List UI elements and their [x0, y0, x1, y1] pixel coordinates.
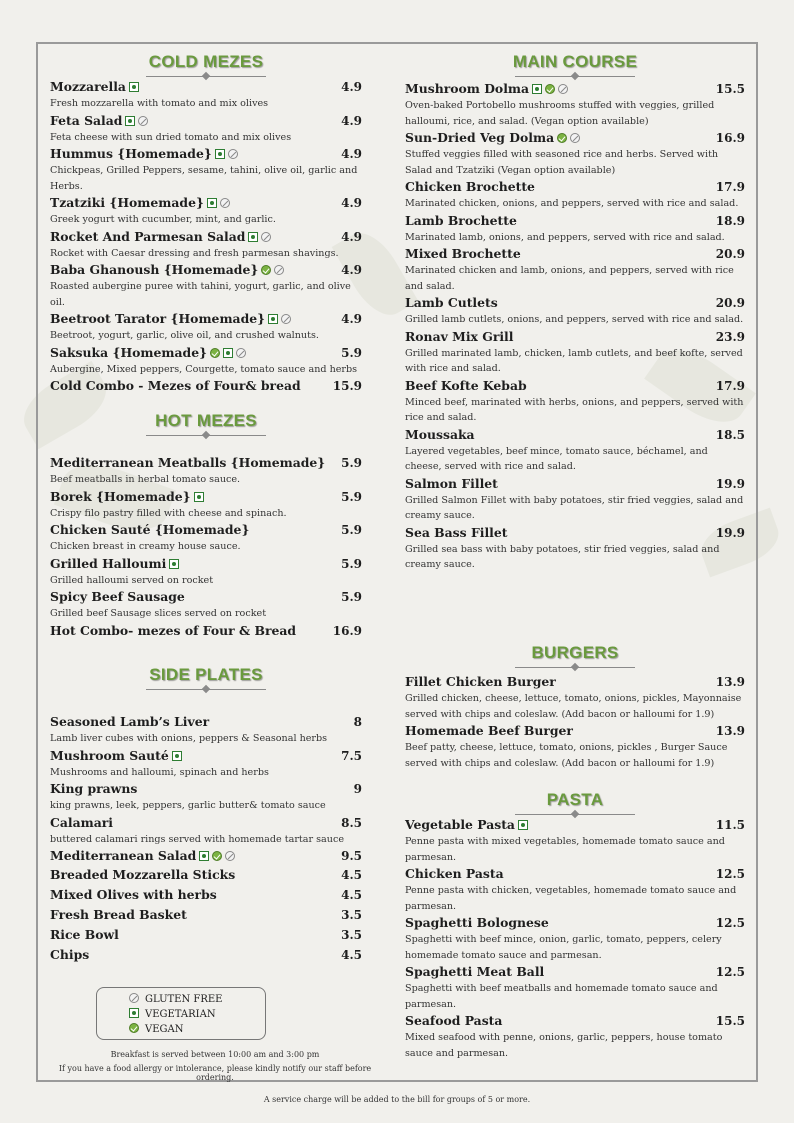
gluten-free-icon	[220, 198, 230, 208]
menu-item	[50, 780, 362, 814]
item-description: king prawns, leek, peppers, garlic butter& tomato sauce	[50, 800, 326, 811]
item-price: 15.5	[715, 82, 745, 96]
item-description: Crispy filo pastry filled with cheese and spinach.	[50, 507, 287, 519]
menu-item	[50, 847, 362, 865]
item-name: Feta Salad	[50, 112, 123, 128]
item-description: Beef patty, cheese, lettuce, tomato, onions, pickles , Burger Sauce served with chips and coleslaw. (Add bacon or halloumi for 1.9)	[405, 742, 728, 769]
item-description: Aubergine, Mixed peppers, Courgette, tomato sauce and herbs	[50, 363, 358, 375]
menu-item	[405, 914, 745, 963]
gluten-free-icon	[274, 265, 284, 275]
item-name-row	[405, 178, 745, 196]
menu-item	[50, 926, 362, 944]
menu-item	[405, 129, 745, 178]
item-name: Mushroom Sauté	[50, 747, 169, 763]
item-name: Beef Kofte Kebab	[405, 377, 527, 393]
item-name: Lamb Cutlets	[405, 295, 498, 310]
vegan-icon	[557, 133, 567, 143]
item-price: 4.9	[341, 80, 362, 94]
cold-mezes-header	[50, 52, 362, 81]
item-name: Sun-Dried Veg Dolma	[405, 130, 555, 145]
item-description: Fresh mozzarella with tomato and mix olives	[50, 98, 269, 109]
item-name: Rocket And Parmesan Salad	[50, 228, 246, 244]
burgers-list	[405, 673, 745, 771]
item-name-row	[405, 426, 745, 444]
item-description: Rocket with Caesar dressing and fresh parmesan shavings.	[50, 247, 339, 259]
item-price: 17.9	[715, 180, 745, 194]
item-name-row	[50, 344, 362, 362]
item-price: 15.9	[332, 379, 362, 393]
legend-label: VEGETARIAN	[145, 1009, 216, 1020]
item-name-row	[405, 294, 745, 312]
item-name: Cold Combo - Mezes of Four& bread	[50, 378, 301, 393]
item-name: Ronav Mix Grill	[405, 328, 514, 344]
item-name: Tzatziki {Homemade}	[50, 195, 204, 210]
section-title: SIDE PLATES	[149, 665, 263, 684]
item-name-row	[50, 780, 362, 798]
gluten-free-icon	[236, 348, 246, 358]
item-description: Beetroot, yogurt, garlic, olive oil, and crushed walnuts.	[50, 330, 319, 341]
gluten-free-icon	[570, 133, 580, 143]
item-name: Hot Combo- mezes of Four & Bread	[50, 622, 297, 638]
menu-item	[405, 377, 745, 426]
item-price: 12.5	[715, 867, 745, 881]
menu-item	[405, 1012, 745, 1061]
item-name: Beetroot Tarator {Homemade}	[50, 311, 266, 326]
item-description: Minced beef, marinated with herbs, onions, and peppers, served with rice and salad.	[405, 396, 744, 423]
item-name: Breaded Mozzarella Sticks	[50, 867, 236, 882]
side-plates-list	[50, 713, 362, 964]
item-name: Borek {Homemade}	[50, 488, 191, 504]
item-name: Moussaka	[405, 426, 475, 442]
item-description: Penne pasta with chicken, vegetables, homemade tomato sauce and parmesan.	[405, 885, 737, 912]
item-description: Roasted aubergine puree with tahini, yogurt, garlic, and olive oil.	[50, 281, 351, 308]
vegan-icon	[545, 84, 555, 94]
menu-item	[405, 963, 745, 1012]
menu-item	[50, 555, 362, 589]
item-price: 16.9	[332, 623, 362, 638]
item-name-row	[405, 80, 745, 98]
item-price: 5.9	[341, 456, 362, 470]
legend-gluten-free	[129, 992, 265, 1007]
item-price: 4.5	[341, 868, 362, 882]
item-description: Grilled Salmon Fillet with baby potatoes, stir fried veggies, salad and creamy sauce.	[405, 494, 744, 521]
vegetarian-icon	[207, 198, 217, 208]
item-name-row	[405, 673, 745, 691]
item-description: Oven-baked Portobello mushrooms stuffed with veggies, grilled halloumi, rice, and salad. (Vegan option available)	[405, 100, 715, 127]
item-name-row	[405, 212, 745, 230]
item-description: Feta cheese with sun dried tomato and mix olives	[50, 131, 292, 143]
item-price: 20.9	[715, 247, 745, 261]
item-description: buttered calamari rings served with homemade tartar sauce	[50, 833, 345, 845]
item-name: Fillet Chicken Burger	[405, 674, 556, 689]
vegan-icon	[129, 1023, 139, 1033]
item-price: 5.9	[341, 345, 362, 360]
item-name-row	[50, 713, 362, 731]
item-price: 7.5	[341, 748, 362, 763]
item-name: Mediterranean Salad	[50, 848, 197, 863]
item-description: Mushrooms and halloumi, spinach and herbs	[50, 766, 269, 778]
item-description: Grilled marinated lamb, chicken, lamb cutlets, and beef kofte, served with rice and salad.	[405, 347, 743, 374]
service-charge-note: A service charge will be added to the bill for groups of 5 or more.	[263, 1095, 531, 1104]
item-name-row	[50, 194, 362, 212]
item-name-row	[50, 261, 362, 279]
item-price: 18.9	[715, 213, 745, 228]
item-name: Mixed Brochette	[405, 246, 521, 261]
section-title: MAIN COURSE	[512, 52, 638, 71]
menu-item	[50, 866, 362, 884]
item-description: Grilled sea bass with baby potatoes, stir fried veggies, salad and creamy sauce.	[405, 543, 720, 570]
gluten-free-icon	[225, 851, 235, 861]
item-name: Hummus {Homemade}	[50, 146, 212, 161]
item-name-row	[50, 145, 362, 163]
menu-item	[405, 245, 745, 294]
section-title: PASTA	[546, 790, 604, 809]
item-name: Vegetable Pasta	[405, 817, 515, 832]
item-price: 12.5	[715, 965, 745, 979]
item-name-row	[50, 112, 362, 130]
item-name: Seafood Pasta	[405, 1013, 503, 1028]
menu-item	[405, 178, 745, 212]
item-price: 4.9	[341, 196, 362, 210]
item-description: Chickpeas, Grilled Peppers, sesame, tahini, olive oil, garlic and Herbs.	[50, 165, 358, 192]
item-name-row	[50, 847, 362, 865]
vegetarian-icon	[125, 116, 135, 126]
item-description: Mixed seafood with penne, onions, garlic, peppers, house tomato sauce and parmesan.	[405, 1032, 723, 1059]
item-name-row	[405, 129, 745, 147]
item-name-row	[405, 816, 745, 834]
item-price: 4.9	[341, 263, 362, 277]
breakfast-note: Breakfast is served between 10:00 am and 3:00 pm	[110, 1050, 320, 1059]
menu-item	[405, 816, 745, 865]
vegetarian-icon	[248, 232, 258, 242]
item-name-row	[50, 926, 362, 944]
allergy-note: If you have a food allergy or intolerance, please kindly notify our staff before ordering.	[58, 1064, 372, 1082]
item-price: 5.9	[341, 590, 362, 604]
menu-item	[50, 886, 362, 904]
item-name: Seasoned Lamb’s Liver	[50, 714, 210, 729]
item-name: Calamari	[50, 814, 113, 830]
menu-item	[405, 212, 745, 246]
item-name: Spaghetti Meat Ball	[405, 964, 545, 979]
item-name: Chips	[50, 947, 90, 962]
item-price: 9.5	[341, 849, 362, 863]
main-course-header	[405, 52, 745, 81]
item-name: Mozzarella	[50, 79, 126, 94]
section-title: BURGERS	[531, 643, 619, 662]
item-name-row	[405, 475, 745, 493]
vegetarian-icon	[169, 559, 179, 569]
item-name-row	[405, 1012, 745, 1030]
item-price: 17.9	[715, 378, 745, 393]
item-name-row	[50, 228, 362, 246]
item-price: 5.9	[341, 489, 362, 504]
menu-item	[50, 946, 362, 964]
item-description: Lamb liver cubes with onions, peppers & Seasonal herbs	[50, 733, 328, 744]
section-divider	[515, 664, 635, 672]
side-plates-header	[50, 665, 362, 694]
menu-item	[50, 194, 362, 228]
item-price: 19.9	[715, 476, 745, 491]
menu-item	[50, 713, 362, 747]
vegetarian-icon	[194, 492, 204, 502]
item-name: King prawns	[50, 781, 138, 796]
item-name-row	[50, 555, 362, 573]
menu-item	[405, 865, 745, 914]
pasta-list	[405, 816, 745, 1061]
item-description: Spaghetti with beef meatballs and homemade tomato sauce and parmesan.	[405, 983, 718, 1010]
menu-item	[405, 673, 745, 722]
item-name: Chicken Pasta	[405, 866, 504, 881]
menu-item	[405, 80, 745, 129]
menu-item	[50, 454, 362, 488]
item-name: Mediterranean Meatballs {Homemade}	[50, 455, 326, 470]
item-description: Marinated chicken, onions, and peppers, served with rice and salad.	[405, 198, 739, 209]
menu-item	[50, 377, 362, 395]
item-price: 23.9	[715, 329, 745, 344]
menu-item	[50, 814, 362, 848]
item-price: 5.9	[341, 523, 362, 537]
item-name: Homemade Beef Burger	[405, 723, 573, 738]
item-name: Chicken Sauté {Homemade}	[50, 522, 250, 537]
item-price: 4.9	[341, 229, 362, 244]
gluten-free-icon	[558, 84, 568, 94]
vegetarian-icon	[223, 348, 233, 358]
item-name: Rice Bowl	[50, 927, 119, 942]
item-description: Stuffed veggies filled with seasoned rice and herbs. Served with Salad and Tzatziki (Vegan option available)	[405, 149, 719, 176]
item-price: 20.9	[715, 296, 745, 310]
hot-mezes-header	[50, 411, 362, 440]
item-price: 9	[353, 782, 362, 796]
item-price: 8.5	[341, 815, 362, 830]
item-description: Chicken breast in creamy house sauce.	[50, 541, 241, 552]
vegetarian-icon	[215, 149, 225, 159]
menu-item	[405, 426, 745, 475]
item-name: Mixed Olives with herbs	[50, 887, 217, 902]
item-name-row	[50, 946, 362, 964]
item-price: 19.9	[715, 525, 745, 540]
item-description: Grilled chicken, cheese, lettuce, tomato, onions, pickles, Mayonnaise served with chips and coleslaw. (Add bacon or halloumi for 1.9)	[405, 693, 742, 720]
item-description: Spaghetti with beef mince, onion, garlic, tomato, peppers, celery homemade tomato sauce and parmesan.	[405, 934, 722, 961]
menu-item	[405, 524, 745, 573]
menu-item	[50, 261, 362, 310]
item-name-row	[50, 747, 362, 765]
item-name: Spicy Beef Sausage	[50, 589, 185, 604]
menu-item	[50, 588, 362, 622]
item-description: Grilled halloumi served on rocket	[50, 574, 214, 586]
item-price: 4.9	[341, 113, 362, 128]
item-name-row	[405, 377, 745, 395]
item-name: Chicken Brochette	[405, 179, 535, 194]
vegetarian-icon	[129, 82, 139, 92]
item-name-row	[50, 814, 362, 832]
item-description: Marinated chicken and lamb, onions, and peppers, served with rice and salad.	[405, 265, 734, 292]
item-description: Grilled lamb cutlets, onions, and peppers, served with rice and salad.	[405, 314, 744, 325]
item-name-row	[50, 588, 362, 606]
item-description: Marinated lamb, onions, and peppers, served with rice and salad.	[405, 231, 725, 243]
item-description: Grilled beef Sausage slices served on rocket	[50, 608, 267, 619]
item-price: 12.5	[715, 916, 745, 930]
item-price: 15.5	[715, 1014, 745, 1028]
item-price: 3.5	[341, 928, 362, 942]
item-name-row	[50, 622, 362, 640]
item-name-row	[50, 454, 362, 472]
item-name-row	[50, 886, 362, 904]
vegetarian-icon	[518, 820, 528, 830]
dietary-legend	[96, 987, 266, 1040]
item-name: Fresh Bread Basket	[50, 907, 187, 922]
item-price: 4.9	[341, 147, 362, 161]
item-price: 4.5	[341, 948, 362, 962]
item-name-row	[50, 866, 362, 884]
legend-label: VEGAN	[145, 1024, 184, 1035]
vegetarian-icon	[172, 751, 182, 761]
item-name: Sea Bass Fillet	[405, 524, 508, 540]
gluten-free-icon	[281, 314, 291, 324]
item-name-row	[405, 865, 745, 883]
item-name: Mushroom Dolma	[405, 81, 530, 96]
item-name-row	[50, 377, 362, 395]
legend-vegetarian	[129, 1007, 265, 1022]
item-price: 16.9	[715, 131, 745, 145]
item-name: Spaghetti Bolognese	[405, 915, 549, 930]
vegan-icon	[210, 348, 220, 358]
gluten-free-icon	[138, 116, 148, 126]
item-description: Penne pasta with mixed vegetables, homemade tomato sauce and parmesan.	[405, 836, 725, 863]
item-price: 11.5	[715, 818, 745, 832]
item-name: Saksuka {Homemade}	[50, 344, 208, 360]
menu-item	[405, 328, 745, 377]
menu-item	[50, 521, 362, 555]
item-price: 18.5	[715, 427, 745, 442]
section-title: COLD MEZES	[148, 52, 264, 71]
item-description: Layered vegetables, beef mince, tomato sauce, béchamel, and cheese, served with rice and salad.	[405, 445, 708, 472]
hot-mezes-list	[50, 454, 362, 640]
item-name-row	[50, 521, 362, 539]
vegetarian-icon	[268, 314, 278, 324]
main-course-list	[405, 80, 745, 573]
item-name: Baba Ghanoush {Homemade}	[50, 262, 259, 277]
menu-item	[50, 310, 362, 344]
item-price: 8	[353, 715, 362, 729]
menu-item	[50, 906, 362, 924]
vegetarian-icon	[129, 1008, 139, 1018]
menu-item	[50, 112, 362, 146]
item-name-row	[405, 245, 745, 263]
item-name-row	[405, 328, 745, 346]
menu-item	[50, 747, 362, 781]
item-name-row	[50, 78, 362, 96]
menu-item	[50, 344, 362, 378]
section-divider	[146, 686, 266, 694]
section-title: HOT MEZES	[155, 411, 257, 430]
item-name: Grilled Halloumi	[50, 555, 167, 571]
item-name-row	[405, 963, 745, 981]
section-divider	[146, 432, 266, 440]
item-description: Beef meatballs in herbal tomato sauce.	[50, 474, 241, 485]
item-name: Salmon Fillet	[405, 475, 498, 491]
legend-vegan	[129, 1022, 265, 1037]
cold-mezes-list	[50, 78, 362, 395]
gluten-free-icon	[228, 149, 238, 159]
menu-item	[50, 78, 362, 112]
menu-item	[405, 475, 745, 524]
item-price: 4.5	[341, 888, 362, 902]
menu-item	[50, 488, 362, 522]
item-name-row	[405, 722, 745, 740]
legend-label: GLUTEN FREE	[145, 994, 223, 1005]
item-name-row	[50, 906, 362, 924]
item-name-row	[50, 488, 362, 506]
item-name-row	[50, 310, 362, 328]
vegetarian-icon	[199, 851, 209, 861]
item-price: 5.9	[341, 556, 362, 571]
item-name-row	[405, 914, 745, 932]
vegan-icon	[212, 851, 222, 861]
item-name-row	[405, 524, 745, 542]
item-name: Lamb Brochette	[405, 212, 517, 228]
gluten-free-icon	[261, 232, 271, 242]
menu-item	[50, 145, 362, 194]
item-price: 13.9	[715, 724, 745, 738]
vegan-icon	[261, 265, 271, 275]
pasta-header	[405, 790, 745, 819]
item-price: 13.9	[715, 675, 745, 689]
burgers-header	[405, 643, 745, 672]
menu-item	[405, 722, 745, 771]
menu-item	[50, 228, 362, 262]
vegetarian-icon	[532, 84, 542, 94]
item-description: Greek yogurt with cucumber, mint, and garlic.	[50, 214, 276, 225]
item-price: 3.5	[341, 908, 362, 922]
menu-item	[405, 294, 745, 328]
menu-item	[50, 622, 362, 640]
gluten-free-icon	[129, 993, 139, 1003]
item-price: 4.9	[341, 312, 362, 326]
